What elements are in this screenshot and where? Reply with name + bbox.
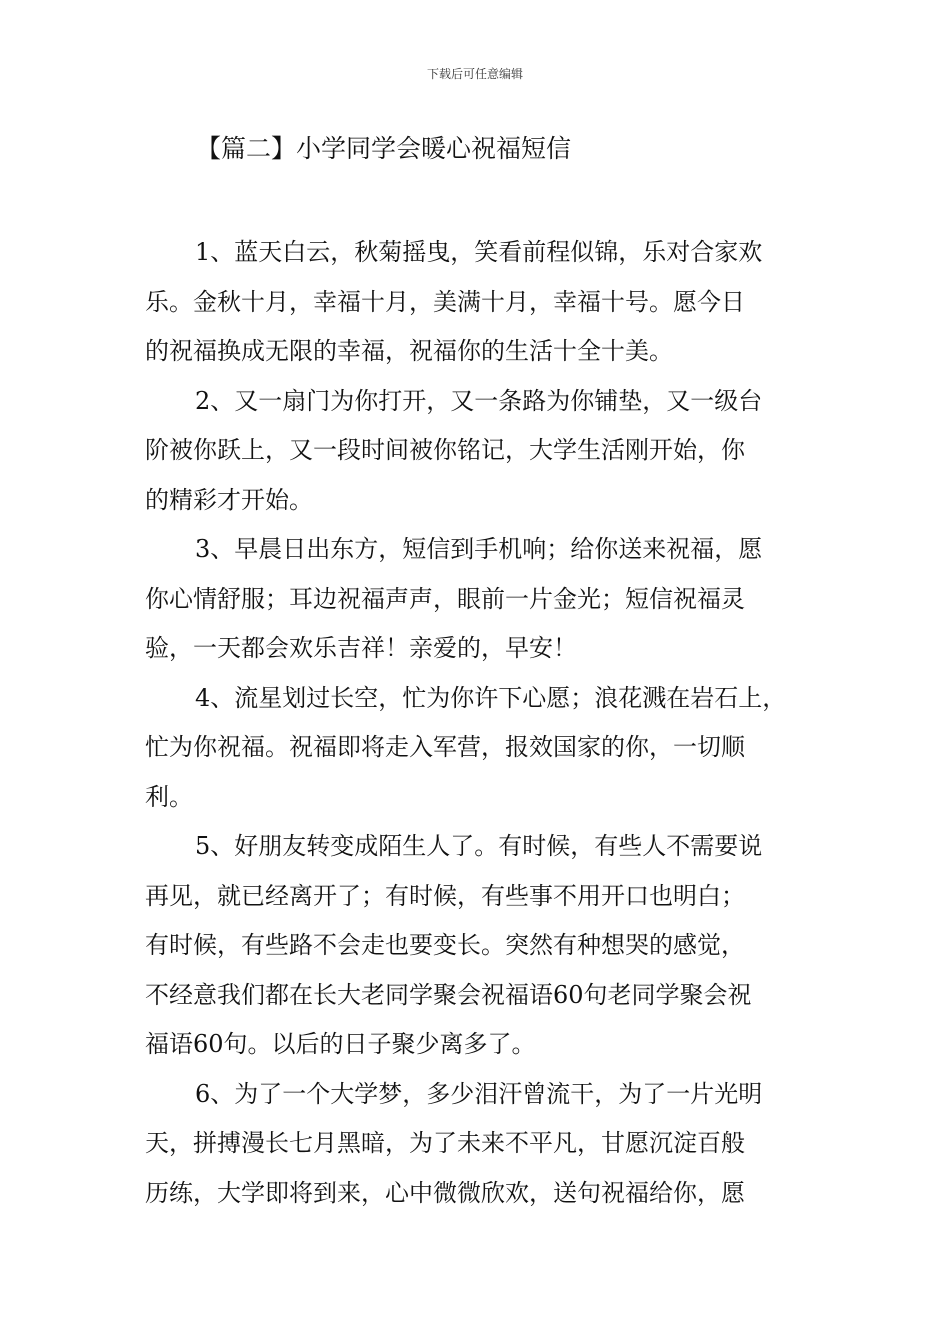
paragraph-line: 再见，就已经离开了；有时候，有些事不用开口也明白； bbox=[145, 881, 745, 910]
document-title: 【篇二】小学同学会暖心祝福短信 bbox=[196, 134, 572, 163]
paragraph-line: 5、好朋友转变成陌生人了。有时候，有些人不需要说 bbox=[195, 832, 763, 860]
page-header-note: 下载后可任意编辑 bbox=[426, 67, 523, 81]
paragraph-line: 利。 bbox=[145, 782, 193, 811]
paragraph-line: 福语60句。以后的日子聚少离多了。 bbox=[145, 1030, 536, 1058]
paragraph-line: 验，一天都会欢乐吉祥！亲爱的，早安！ bbox=[145, 634, 577, 662]
paragraph-6 bbox=[145, 1070, 813, 1219]
paragraph-line: 的精彩才开始。 bbox=[145, 485, 313, 514]
paragraph-line: 有时候，有些路不会走也要变长。突然有种想哭的感觉， bbox=[145, 931, 745, 959]
paragraph-line: 阶被你跃上，又一段时间被你铭记，大学生活刚开始，你 bbox=[145, 436, 745, 464]
paragraph-line: 3、早晨日出东方，短信到手机响；给你送来祝福，愿 bbox=[195, 535, 763, 563]
paragraph-line: 6、为了一个大学梦，多少泪汗曾流干，为了一片光明 bbox=[195, 1079, 763, 1108]
paragraph-line: 乐。金秋十月，幸福十月，美满十月，幸福十号。愿今日 bbox=[145, 287, 745, 316]
paragraph-line: 2、又一扇门为你打开，又一条路为你铺垫，又一级台 bbox=[195, 386, 763, 415]
paragraph-line: 历练，大学即将到来，心中微微欣欢，送句祝福给你，愿 bbox=[145, 1178, 745, 1207]
paragraph-1 bbox=[145, 228, 813, 377]
paragraph-5 bbox=[145, 822, 813, 1070]
paragraph-line: 的祝福换成无限的幸福，祝福你的生活十全十美。 bbox=[145, 337, 673, 365]
paragraph-3 bbox=[145, 525, 813, 674]
paragraph-line: 天，拼搏漫长七月黑暗，为了未来不平凡，甘愿沉淀百般 bbox=[145, 1129, 745, 1157]
paragraph-line: 4、流星划过长空，忙为你许下心愿；浪花溅在岩石上， bbox=[195, 683, 787, 712]
paragraph-line: 不经意我们都在长大老同学聚会祝福语60句老同学聚会祝 bbox=[145, 980, 752, 1009]
paragraph-line: 1、蓝天白云，秋菊摇曳，笑看前程似锦，乐对合家欢 bbox=[195, 238, 763, 266]
paragraph-line: 忙为你祝福。祝福即将走入军营，报效国家的你，一切顺 bbox=[145, 733, 745, 761]
paragraph-4 bbox=[145, 674, 813, 823]
document-body bbox=[145, 228, 813, 1218]
paragraph-line: 你心情舒服；耳边祝福声声，眼前一片金光；短信祝福灵 bbox=[145, 584, 745, 613]
paragraph-2 bbox=[145, 377, 813, 526]
